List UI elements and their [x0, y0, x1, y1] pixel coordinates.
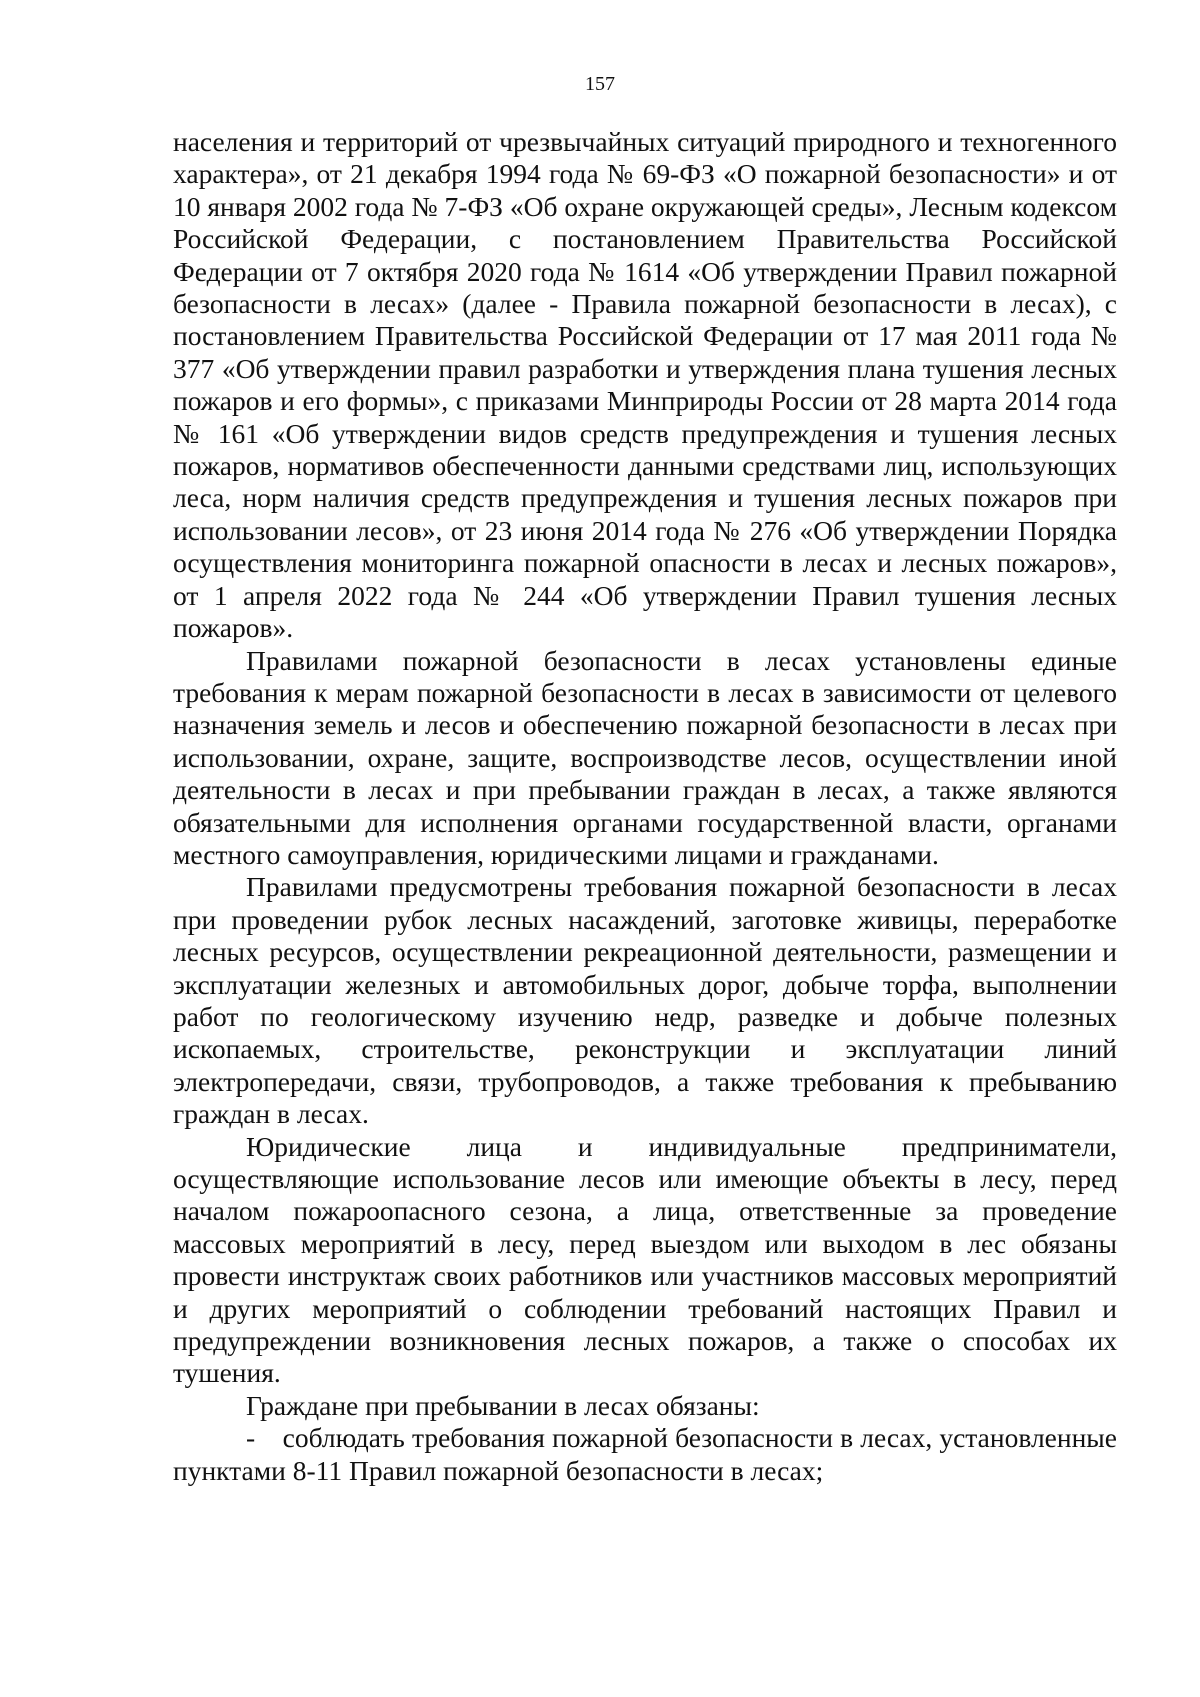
- paragraph: Правилами предусмотрены требования пожарной безопасности в лесах при проведении рубок лесных насаждений, заготовке живицы, переработке лесных ресурсов, осуществлении рекреационной деятельности, размещении и эксплуатации железных и автомобильных дорог, добыче торфа, выполнении работ по геологическому изучению недр, разведке и добыче полезных ископаемых, строительстве, реконструкции и эксплуатации линий электропередачи, связи, трубопроводов, а также требования к пребыванию граждан в лесах.: [173, 871, 1117, 1130]
- list-item-text: соблюдать требования пожарной безопасности в лесах, установленные пунктами 8-11 Правил пожарной безопасности в лесах;: [173, 1422, 1117, 1486]
- paragraph: Граждане при пребывании в лесах обязаны:: [246, 1389, 760, 1421]
- page-number: 157: [585, 73, 615, 95]
- paragraph: Юридические лица и индивидуальные предприниматели, осуществляющие использование лесов или имеющие объекты в лесу, перед началом пожароопасного сезона, а лица, ответственные за проведение массовых мероприятий в лесу, перед выездом или выходом в лес обязаны провести инструктаж своих работников или участников массовых мероприятий и других мероприятий о соблюдении требований настоящих Правил и предупреждении возникновения лесных пожаров, а также о способах их тушения.: [173, 1130, 1117, 1389]
- body-text: [173, 126, 1117, 1487]
- list-dash: -: [246, 1422, 283, 1454]
- list-item: [173, 1422, 1117, 1487]
- paragraph: Правилами пожарной безопасности в лесах установлены единые требования к мерам пожарной безопасности в лесах в зависимости от целевого назначения земель и лесов и обеспечению пожарной безопасности в лесах при использовании, охране, защите, воспроизводстве лесов, осуществлении иной деятельности в лесах и при пребывании граждан в лесах, а также являются обязательными для исполнения органами государственной власти, органами местного самоуправления, юридическими лицами и гражданами.: [173, 644, 1117, 870]
- paragraph: населения и территорий от чрезвычайных ситуаций природного и техногенного характера», от 21 декабря 1994 года № 69-ФЗ «О пожарной безопасности» и от 10 января 2002 года № 7-ФЗ «Об охране окружающей среды», Лесным кодексом Российской Федерации, с постановлением Правительства Российской Федерации от 7 октября 2020 года № 1614 «Об утверждении Правил пожарной безопасности в лесах» (далее - Правила пожарной безопасности в лесах), с постановлением Правительства Российской Федерации от 17 мая 2011 года № 377 «Об утверждении правил разработки и утверждения плана тушения лесных пожаров и его формы», с приказами Минприроды России от 28 марта 2014 года № 161 «Об утверждении видов средств предупреждения и тушения лесных пожаров, нормативов обеспеченности данными средствами лиц, использующих леса, норм наличия средств предупреждения и тушения лесных пожаров при использовании лесов», от 23 июня 2014 года № 276 «Об утверждении Порядка осуществления мониторинга пожарной опасности в лесах и лесных пожаров», от 1 апреля 2022 года № 244 «Об утверждении Правил тушения лесных пожаров».: [173, 126, 1117, 644]
